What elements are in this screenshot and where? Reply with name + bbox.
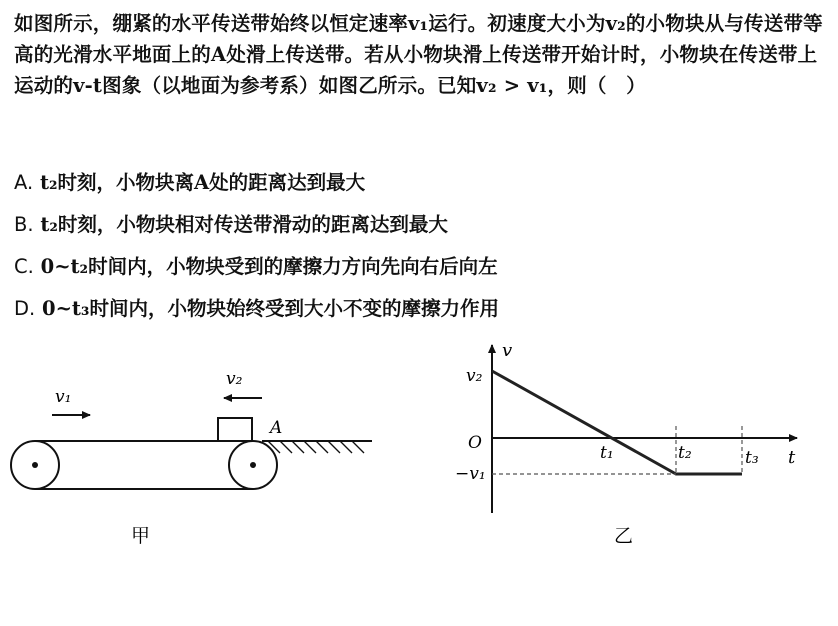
option-c-text: 0~t₂时间内，小物块受到的摩擦力方向先向右后向左 xyxy=(40,255,498,278)
t2-label: t₂ xyxy=(678,443,692,463)
option-d-text: 0~t₃时间内，小物块始终受到大小不变的摩擦力作用 xyxy=(42,297,499,320)
right-pulley-axle xyxy=(250,462,256,468)
t1-label: t₁ xyxy=(600,443,614,463)
question-stem: 如图所示，绷紧的水平传送带始终以恒定速率v₁运行。初速度大小为v₂的小物块从与传送带等高的光滑水平地面上的A处滑上传送带。若从小物块滑上传送带开始计时，小物块在传送带上运动的v-t图象（以地面为参考系）如图乙所示。已知v₂ > v₁，则（ ） xyxy=(14,12,823,97)
v2-label: v₂ xyxy=(466,366,483,386)
origin-label: O xyxy=(468,433,482,453)
option-b-text: t₂时刻，小物块相对传送带滑动的距离达到最大 xyxy=(40,213,448,236)
small-block xyxy=(218,418,252,441)
figure-yi xyxy=(455,340,797,547)
neg-v1-label: −v₁ xyxy=(455,464,486,484)
option-c-label: C. xyxy=(14,255,34,278)
belt-velocity-label: v₁ xyxy=(55,387,72,407)
point-a-label: A xyxy=(270,418,283,438)
t3-label: t₃ xyxy=(745,448,759,468)
ground-hatching xyxy=(268,441,364,453)
block-velocity-label: v₂ xyxy=(226,369,243,389)
figure-jia-caption: 甲 xyxy=(131,525,151,547)
option-b-label: B. xyxy=(14,213,34,236)
figure-jia xyxy=(11,369,372,547)
v-axis-label: v xyxy=(502,340,513,361)
option-a-label: A. xyxy=(14,171,34,194)
option-a-text: t₂时刻，小物块离A处的距离达到最大 xyxy=(40,171,366,194)
figure-yi-caption: 乙 xyxy=(614,525,634,547)
vt-graph-line xyxy=(492,371,742,474)
option-d-label: D. xyxy=(14,297,36,320)
left-pulley-axle xyxy=(32,462,38,468)
t-axis-label: t xyxy=(788,447,796,468)
